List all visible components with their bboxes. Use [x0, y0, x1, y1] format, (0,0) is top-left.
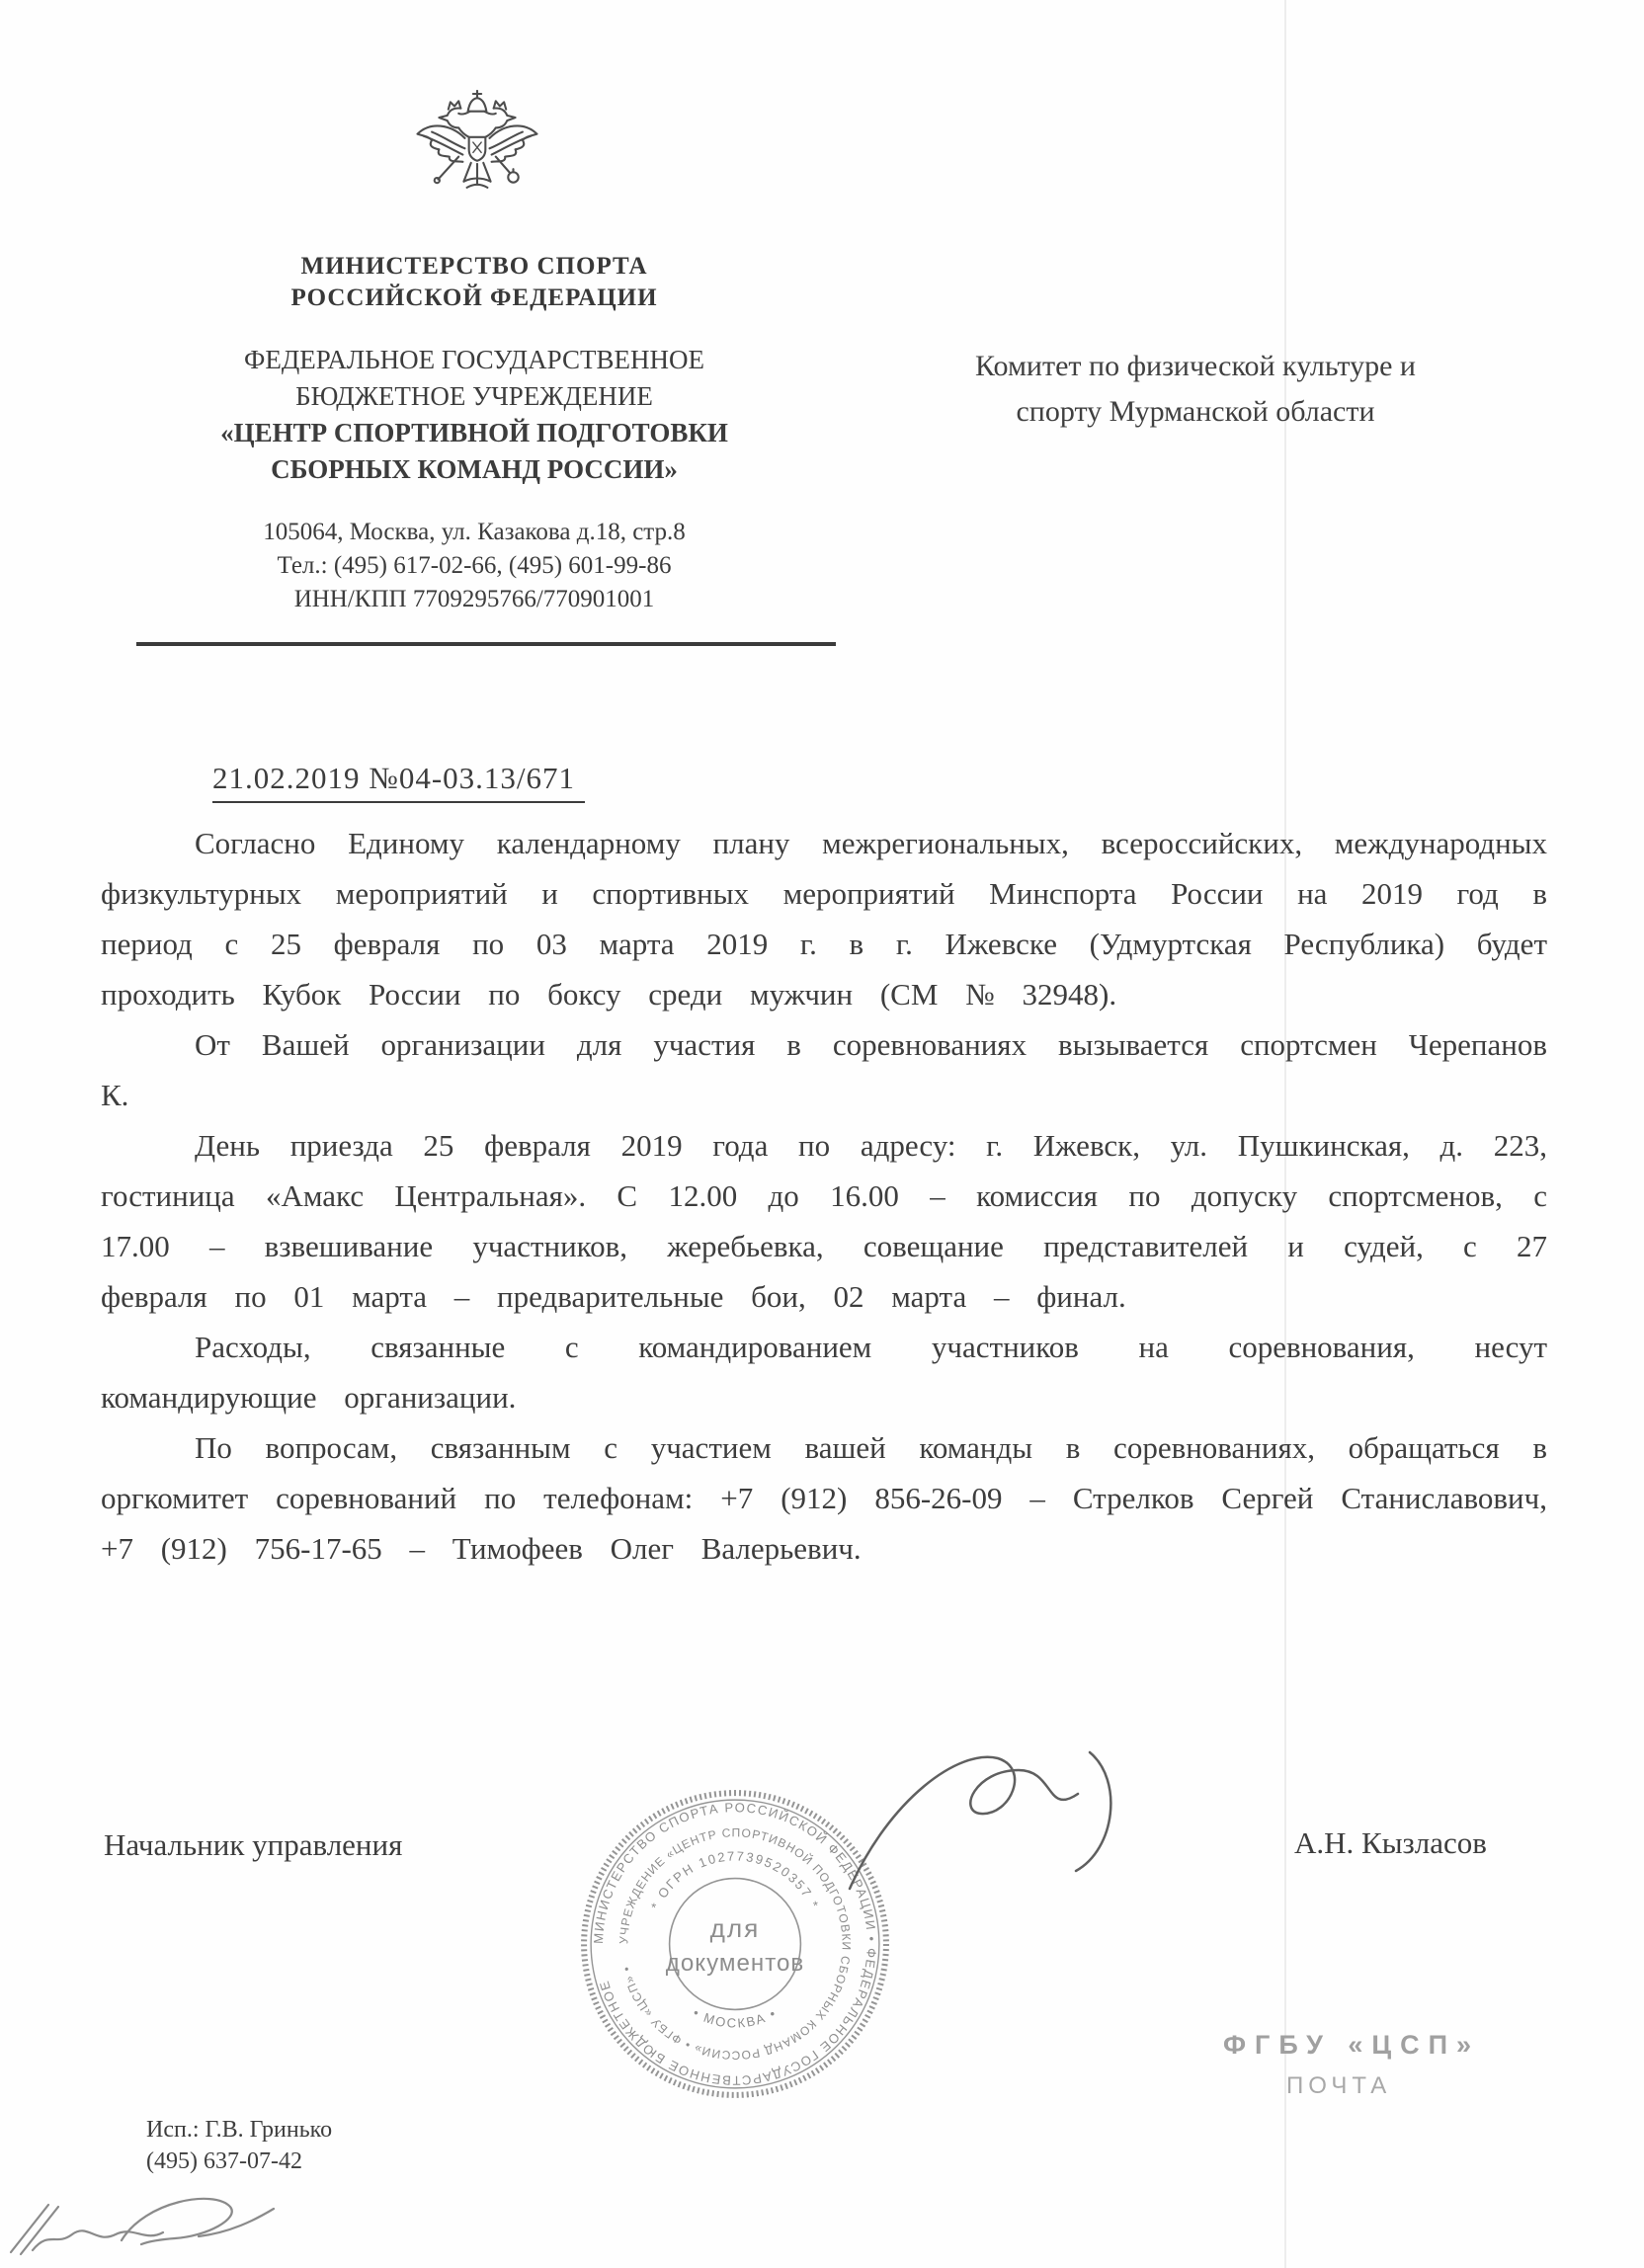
- signature-icon: [835, 1731, 1161, 1923]
- seal-city-text: • МОСКВА •: [690, 2004, 781, 2031]
- recipient-line2: спорту Мурманской области: [1016, 395, 1375, 428]
- coat-of-arms-icon: [405, 87, 549, 245]
- org-line3: «ЦЕНТР СПОРТИВНОЙ ПОДГОТОВКИ: [220, 418, 728, 447]
- ministry-title: [128, 251, 820, 314]
- seal-ring-middle-text: УЧРЕЖДЕНИЕ «ЦЕНТР СПОРТИВНОЙ ПОДГОТОВКИ СБОРНЫХ КОМАНД РОССИИ» • ФГБУ «ЦСП» •: [616, 1825, 854, 2063]
- executor-block: [146, 2114, 332, 2177]
- recipient-line1: Комитет по физической культуре и: [975, 350, 1416, 382]
- org-address: 105064, Москва, ул. Казакова д.18, стр.8: [263, 519, 686, 545]
- org-phone: Тел.: (495) 617-02-66, (495) 601-99-86: [277, 552, 672, 579]
- letter-body: [101, 818, 1547, 1574]
- executor-phone: (495) 637-07-42: [146, 2148, 302, 2174]
- recipient-block: [889, 344, 1502, 435]
- seal-ring-outer-text: МИНИСТЕРСТВО СПОРТА РОССИЙСКОЙ ФЕДЕРАЦИИ • ФЕДЕРАЛЬНОЕ ГОСУДАРСТВЕННОЕ БЮДЖЕТНОЕ: [591, 1800, 879, 2088]
- seal-ogrn-text: * ОГРН 1027739520357 *: [647, 1848, 823, 1912]
- seal-center-line2: документов: [665, 1950, 805, 1978]
- seal-center-line1: для: [709, 1912, 761, 1943]
- letter-paragraph: Согласно Единому календарному плану межрегиональных, всероссийских, международных физкультурных мероприятий и спортивных мероприятий Минспорта России на 2019 год в период с 25 февраля по 03 марта 2019 г. в г. Ижевске (Удмуртская Республика) будет проходить Кубок России по боксу среди мужчин (СМ № 32948).: [101, 826, 1547, 1012]
- letterhead-divider: [136, 642, 836, 646]
- reference-number: 21.02.2019 №04-03.13/671: [212, 761, 585, 803]
- letter-paragraph: День приезда 25 февраля 2019 года по адресу: г. Ижевск, ул. Пушкинская, д. 223, гостиница «Амакс Центральная». С 12.00 до 16.00 – комиссия по допуску спортсменов, с 17.00 – взвешивание участников, жеребьевка, совещание представителей и судей, с 27 февраля по 01 марта – предварительные бои, 02 марта – финал.: [101, 1128, 1547, 1314]
- ministry-line1: МИНИСТЕРСТВО СПОРТА: [300, 253, 648, 280]
- org-line1: ФЕДЕРАЛЬНОЕ ГОСУДАРСТВЕННОЕ: [244, 345, 704, 374]
- letter-paragraph: От Вашей организации для участия в соревнованиях вызывается спортсмен Черепанов К.: [101, 1027, 1547, 1112]
- postal-stamp-mail: ПОЧТА: [1286, 2072, 1392, 2099]
- letter-paragraph: Расходы, связанные с командированием участников на соревнования, несут командирующие организации.: [101, 1330, 1547, 1415]
- executor-name: Исп.: Г.В. Гринько: [146, 2117, 333, 2143]
- signatory-position: Начальник управления: [104, 1827, 403, 1862]
- org-inn-kpp: ИНН/КПП 7709295766/770901001: [293, 586, 655, 612]
- letter-paragraph: По вопросам, связанным с участием вашей команды в соревнованиях, обращаться в оргкомитет соревнований по телефонам: +7 (912) 856-26-09 – Стрелков Сергей Станиславович, +7 (912) 756-17-65 – Тимофеев Олег Валерьевич.: [101, 1430, 1547, 1566]
- organization-title: [128, 342, 820, 488]
- letterhead-contacts: [128, 516, 820, 616]
- org-line4: СБОРНЫХ КОМАНД РОССИИ»: [271, 454, 678, 484]
- org-line2: БЮДЖЕТНОЕ УЧРЕЖДЕНИЕ: [295, 381, 653, 411]
- ministry-line2: РОССИЙСКОЙ ФЕДЕРАЦИИ: [290, 284, 658, 311]
- signatory-name: А.Н. Кызласов: [1294, 1825, 1487, 1860]
- postal-stamp-org: ФГБУ «ЦСП»: [1223, 2030, 1481, 2060]
- scribble-icon: [5, 2189, 291, 2266]
